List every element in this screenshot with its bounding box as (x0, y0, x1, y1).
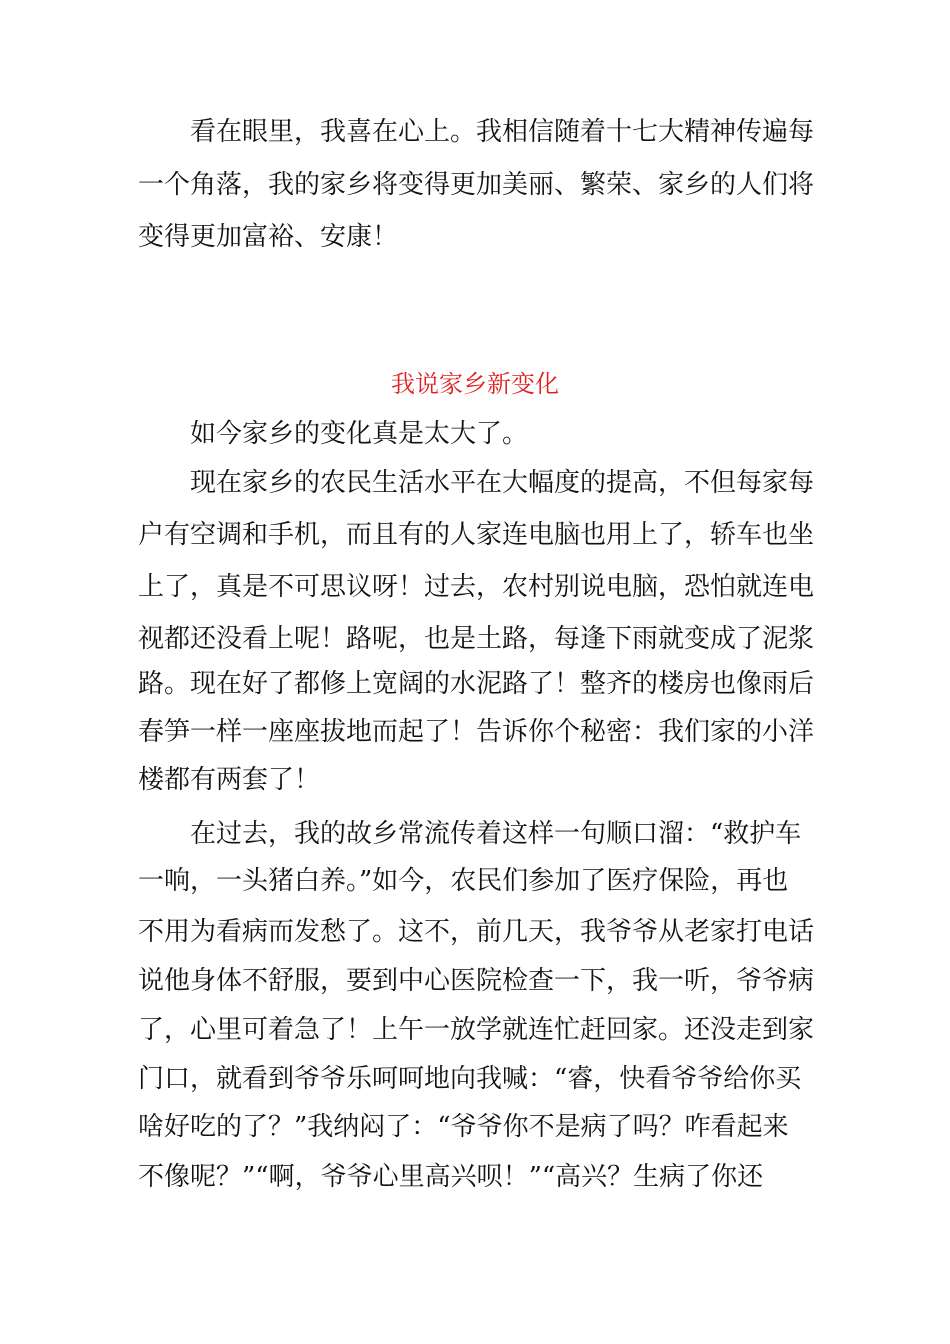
text-line: 视都还没看上呢！路呢，也是土路，每逢下雨就变成了泥浆 (138, 624, 815, 654)
text-line: 楼都有两套了！ (138, 765, 321, 795)
text-line: 春笋一样一座座拔地而起了！告诉你个秘密：我们家的小洋 (138, 717, 815, 747)
text-line: 门口，就看到爷爷乐呵呵地向我喊：“睿，快看爷爷给你买 (138, 1064, 802, 1094)
text-line: 路。现在好了都修上宽阔的水泥路了！整齐的楼房也像雨后 (138, 669, 815, 699)
text-line: 户有空调和手机，而且有的人家连电脑也用上了，轿车也坐 (138, 520, 815, 550)
text-line: 说他身体不舒服，要到中心医院检查一下，我一听，爷爷病 (138, 966, 815, 996)
text-line: 看在眼里，我喜在心上。我相信随着十七大精神传遍每 (190, 117, 815, 147)
document-title: 我说家乡新变化 (391, 370, 559, 398)
text-line: 如今家乡的变化真是太大了。 (190, 419, 529, 449)
text-line: 上了，真是不可思议呀！过去，农村别说电脑，恐怕就连电 (138, 572, 815, 602)
text-line: 变得更加富裕、安康！ (138, 222, 399, 252)
text-line: 不用为看病而发愁了。这不，前几天，我爷爷从老家打电话 (138, 917, 815, 947)
text-line: 在过去，我的故乡常流传着这样一句顺口溜：“救护车 (190, 819, 802, 849)
text-line: 不像呢？”“啊，爷爷心里高兴呗！”“高兴？生病了你还 (138, 1162, 764, 1192)
text-line: 啥好吃的了？”我纳闷了：“爷爷你不是病了吗？咋看起来 (138, 1112, 789, 1142)
text-line: 现在家乡的农民生活水平在大幅度的提高，不但每家每 (190, 468, 815, 498)
text-line: 一个角落，我的家乡将变得更加美丽、繁荣、家乡的人们将 (138, 170, 815, 200)
text-line: 了，心里可着急了！上午一放学就连忙赶回家。还没走到家 (138, 1015, 815, 1045)
text-line: 一响，一头猪白养。”如今，农民们参加了医疗保险，再也 (138, 866, 789, 896)
